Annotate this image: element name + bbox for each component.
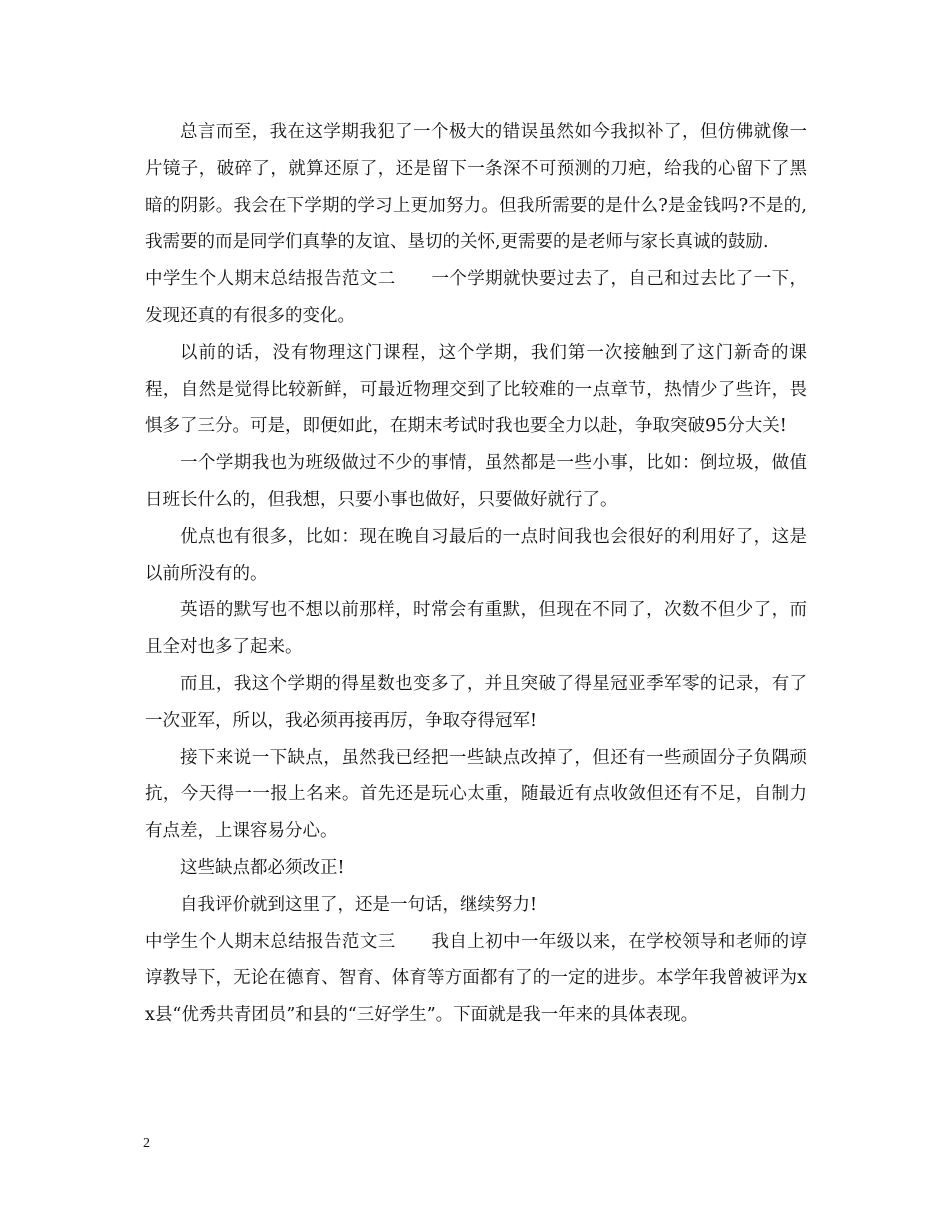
paragraph-6: 英语的默写也不想以前那样，时常会有重默，但现在不同了，次数不但少了，而且全对也多了起来。 <box>145 600 807 658</box>
paragraph-10: 自我评价就到这里了，还是一句话，继续努力! <box>180 894 538 915</box>
paragraph-8: 接下来说一下缺点，虽然我已经把一些缺点改掉了，但还有一些顽固分子负隅顽抗，今天得一一报上名来。首先还是玩心太重，随最近有点收敛但还有不足，自制力有点差，上课容易分心。 <box>145 747 807 842</box>
paragraph-3: 以前的话，没有物理这门课程，这个学期，我们第一次接触到了这门新奇的课程，自然是觉得比较新鲜，可最近物理交到了比较难的一点章节，热情少了些许，畏惧多了三分。可是，即便如此，在期末考试时我也要全力以赴，争取突破95分大关! <box>145 342 807 437</box>
paragraph-11-section-heading: 中学生个人期末总结报告范文三 我自上初中一年级以来，在学校领导和老师的谆谆教导下，无论在德育、智育、体育等方面都有了的一定的进步。本学年我曾被评为xx县“优秀共青团员”和县的“三好学生”。下面就是我一年来的具体表现。 <box>145 931 807 1026</box>
paragraph-4: 一个学期我也为班级做过不少的事情，虽然都是一些小事，比如：倒垃圾，做值日班长什么的，但我想，只要小事也做好，只要做好就行了。 <box>145 453 807 510</box>
page-number: 2 <box>143 1136 150 1151</box>
paragraph-7: 而且，我这个学期的得星数也变多了，并且突破了得星冠亚季军零的记录，有了一次亚军，所以，我必须再接再厉，争取夺得冠军! <box>145 673 807 731</box>
document-body <box>145 114 807 1034</box>
paragraph-2-section-heading: 中学生个人期末总结报告范文二 一个学期就快要过去了，自己和过去比了一下，发现还真的有很多的变化。 <box>145 269 807 326</box>
paragraph-9: 这些缺点都必须改正! <box>180 857 345 878</box>
paragraph-5: 优点也有很多，比如：现在晚自习最后的一点时间我也会很好的利用好了，这是以前所没有的。 <box>145 526 807 584</box>
paragraph-1: 总言而至，我在这学期我犯了一个极大的错误虽然如今我拟补了，但仿佛就像一片镜子，破碎了，就算还原了，还是留下一条深不可预测的刀疤，给我的心留下了黑暗的阴影。我会在下学期的学习上更加努力。但我所需要的是什么?是金钱吗?不是的,我需要的而是同学们真挚的友谊、垦切的关怀,更需要的是老师与家长真诚的鼓励. <box>145 122 807 253</box>
